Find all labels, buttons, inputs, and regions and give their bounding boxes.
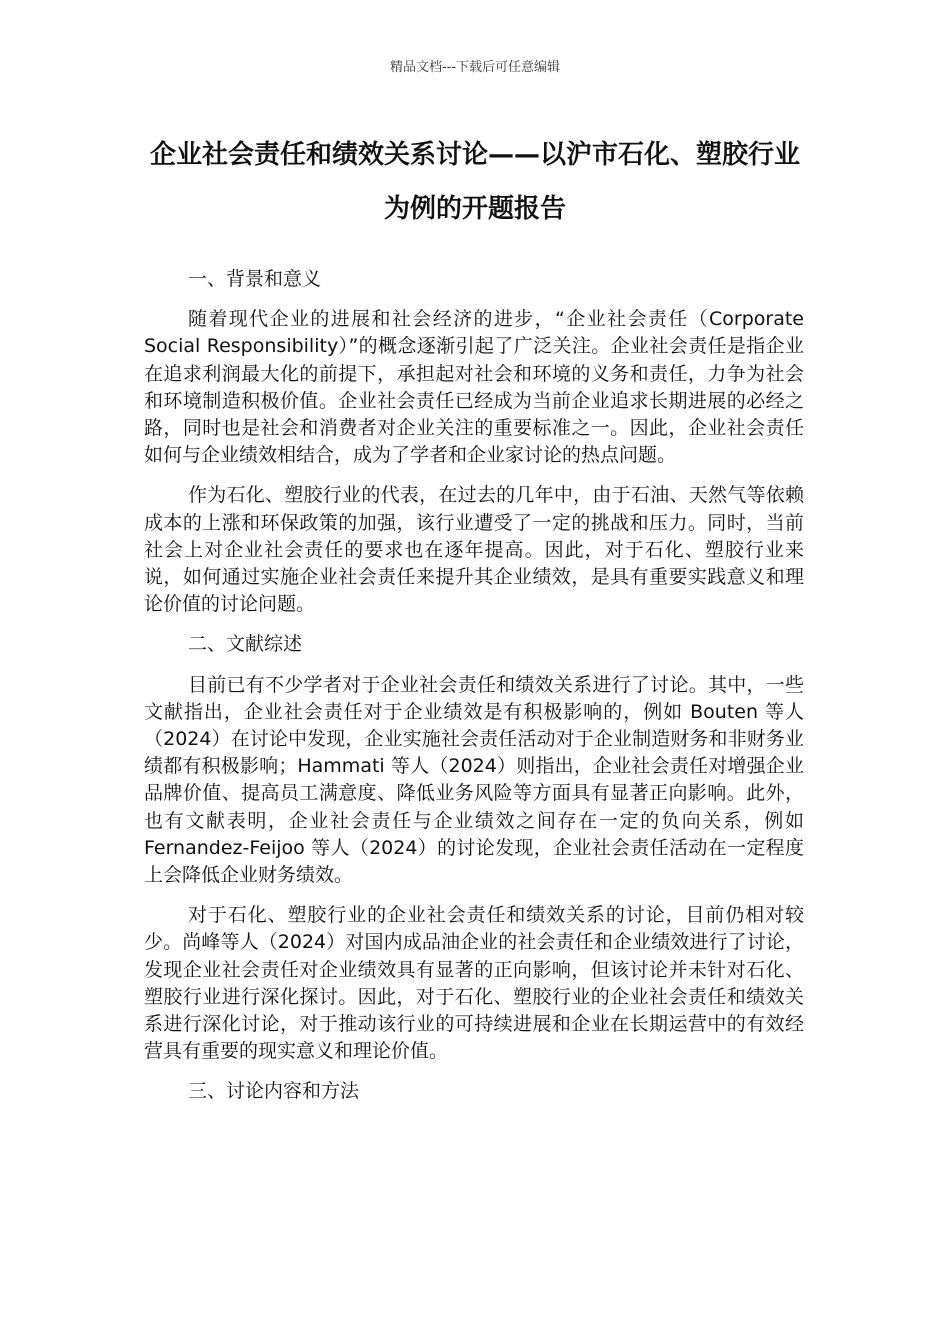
page-header: 精品文档---下载后可任意编辑 [389, 60, 561, 75]
section-heading-background: 一、背景和意义 [188, 268, 322, 290]
paragraph: 作为石化、塑胶行业的代表，在过去的几年中，由于石油、天然气等依赖成本的上涨和环保政策的加强，该行业遭受了一定的挑战和压力。同时，当前社会上对企业社会责任的要求也在逐年提高。因此，对于石化、塑胶行业来说，如何通过实施企业社会责任来提升其企业绩效，是具有重要实践意义和理论价值的讨论问题。 [144, 484, 804, 616]
document-title: 企业社会责任和绩效关系讨论——以沪市石化、塑胶行业为例的开题报告 [149, 140, 800, 224]
section-heading-research-methods: 三、讨论内容和方法 [188, 1080, 360, 1103]
section-heading-literature-review: 二、文献综述 [188, 633, 303, 656]
paragraph: 目前已有不少学者对于企业社会责任和绩效关系进行了讨论。其中，一些文献指出，企业社会责任对于企业绩效是有积极影响的，例如 Bouten 等人（2024）在讨论中发现，企业实施社会责任活动对于企业制造财务和非财务业绩都有积极影响；Hammati 等人（2024）则指出，企业社会责任对增强企业品牌价值、提高员工满意度、降低业务风险等方面具有显著正向影响。此外，也有文献表明，企业社会责任与企业绩效之间存在一定的负向关系，例如 Fernandez-Feijoo 等人（2024）的讨论发现，企业社会责任活动在一定程度上会降低企业财务绩效。 [144, 673, 804, 887]
document-body [144, 266, 804, 1119]
paragraph: 随着现代企业的进展和社会经济的进步，“企业社会责任（Corporate Social Responsibility）”的概念逐渐引起了广泛关注。企业社会责任是指企业在追求利润最大化的前提下，承担起对社会和环境的义务和责任，力争为社会和环境制造积极价值。企业社会责任已经成为当前企业追求长期进展的必经之路，同时也是社会和消费者对企业关注的重要标准之一。因此，企业社会责任如何与企业绩效相结合，成为了学者和企业家讨论的热点问题。 [144, 308, 804, 467]
paragraph: 对于石化、塑胶行业的企业社会责任和绩效关系的讨论，目前仍相对较少。尚峰等人（2024）对国内成品油企业的社会责任和企业绩效进行了讨论，发现企业社会责任对企业绩效具有显著的正向影响，但该讨论并未针对石化、塑胶行业进行深化探讨。因此，对于石化、塑胶行业的企业社会责任和绩效关系进行深化讨论，对于推动该行业的可持续进展和企业在长期运营中的有效经营具有重要的现实意义和理论价值。 [144, 904, 804, 1063]
